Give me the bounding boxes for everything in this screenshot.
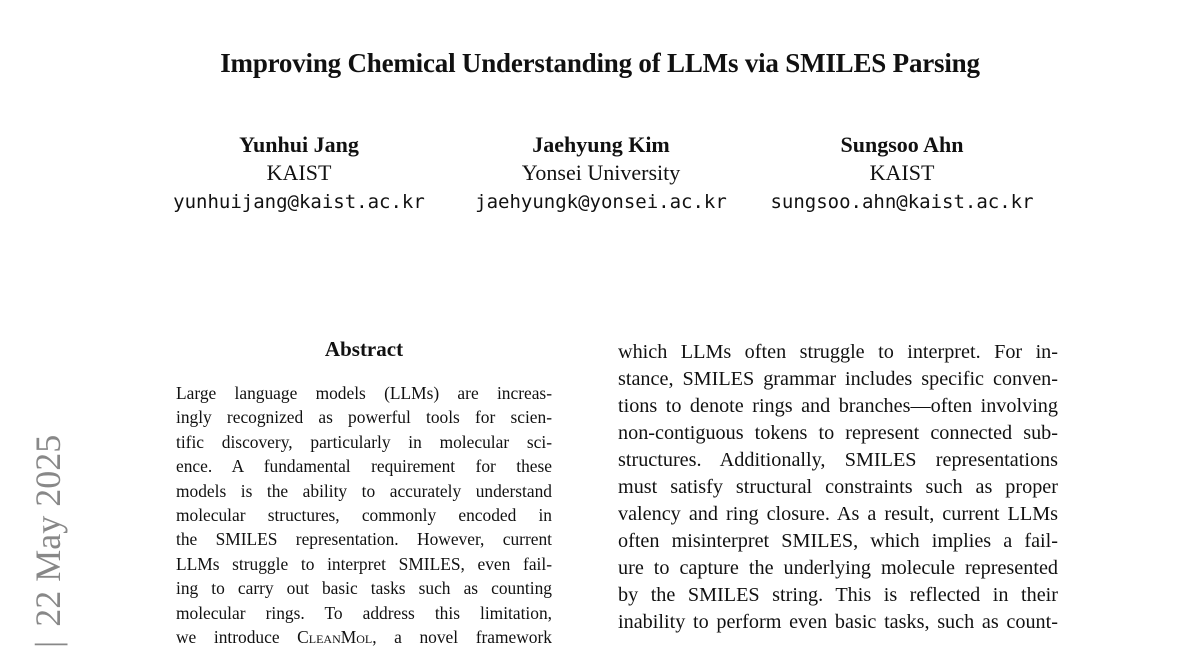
arxiv-side-stamp [26,435,70,648]
body-line: valency and ring closure. As a result, current LLMs [618,503,1058,525]
author-name: Yunhui Jang [239,132,359,157]
body-line: structures. Additionally, SMILES representations [618,449,1058,471]
abstract-line: ence. A fundamental requirement for these [176,456,552,477]
author-email: sungsoo.ahn@kaist.ac.kr [770,191,1034,213]
body-line: inability to perform even basic tasks, such as count- [618,611,1058,633]
author-affiliation: Yonsei University [521,160,681,185]
body-line: which LLMs often struggle to interpret. For in- [618,341,1058,363]
author-block-1 [149,131,449,217]
abstract-body [176,381,552,649]
body-line: often misinterpret SMILES, which implies a fail- [618,530,1058,552]
author-name: Jaehyung Kim [532,132,670,157]
body-line: non-contiguous tokens to represent connected sub- [618,422,1058,444]
abstract-line [176,625,552,649]
arxiv-date: 22 May 2025 [28,434,68,627]
abstract-line: ingly recognized as powerful tools for scien- [176,407,552,428]
author-email: jaehyungk@yonsei.ac.kr [475,191,727,213]
abstract-line-suffix: , a novel framework [372,627,552,648]
side-divider: | [28,640,68,648]
body-line: stance, SMILES grammar includes specific conven- [618,368,1058,390]
abstract-line: ing to carry out basic tasks such as counting [176,578,552,599]
abstract-line: tific discovery, particularly in molecular sci- [176,431,552,452]
author-affiliation: KAIST [869,160,935,185]
abstract-line: molecular structures, commonly encoded in [176,505,552,526]
body-line: tions to denote rings and branches—often involving [618,395,1058,417]
body-line: ure to capture the underlying molecule represented [618,557,1058,579]
body-line: by the SMILES string. This is reflected in their [618,584,1058,606]
abstract-line: molecular rings. To address this limitation, [176,602,552,623]
abstract-line: the SMILES representation. However, current [176,529,552,550]
author-email: yunhuijang@kaist.ac.kr [173,191,425,213]
abstract-heading: Abstract [324,337,404,361]
method-name: CleanMol [297,627,373,648]
abstract-line: models is the ability to accurately understand [176,480,552,501]
body-line: must satisfy structural constraints such as proper [618,476,1058,498]
abstract-line: Large language models (LLMs) are increas- [176,383,552,403]
right-column-text [618,339,1058,636]
abstract-line-prefix: we introduce [176,627,298,648]
author-block-3 [752,131,1052,217]
paper-title: Improving Chemical Understanding of LLMs via SMILES Parsing [220,48,980,78]
author-name: Sungsoo Ahn [840,132,964,157]
author-affiliation: KAIST [266,160,332,185]
author-block-2 [451,131,751,217]
abstract-line: LLMs struggle to interpret SMILES, even fail- [176,553,552,574]
